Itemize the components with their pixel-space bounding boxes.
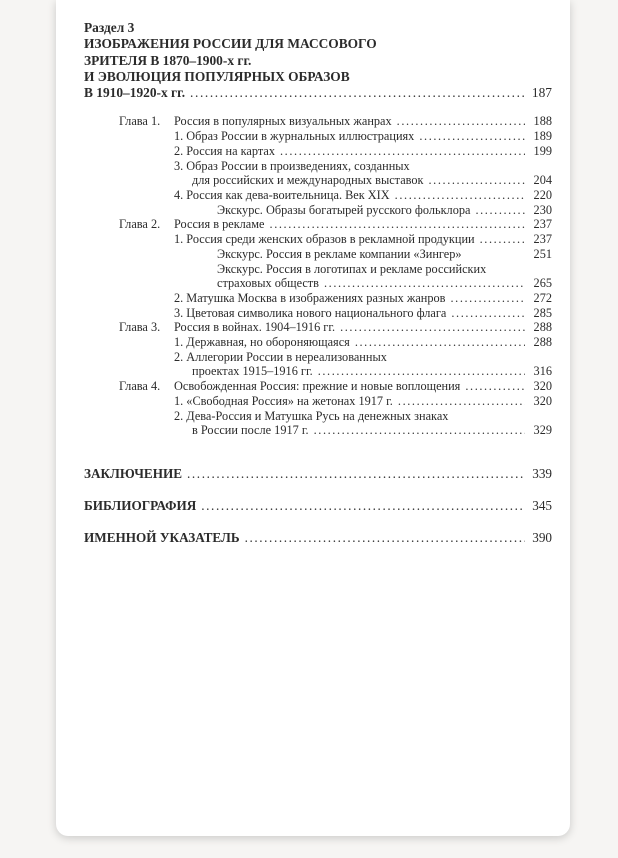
entry-text: 3. Образ России в произведениях, созданных: [174, 158, 410, 173]
entry-text: ЗАКЛЮЧЕНИЕ: [84, 465, 183, 481]
entry-text: Освобожденная Россия: прежние и новые воплощения: [174, 379, 461, 394]
page-number: 230: [533, 202, 552, 217]
page-number: 189: [533, 129, 552, 144]
leader-dots: [465, 379, 525, 394]
toc-line: [84, 350, 552, 365]
toc-entry: [84, 203, 552, 218]
entry-text: Россия в рекламе: [174, 217, 265, 232]
entry-text: 3. Цветовая символика нового национального флага: [174, 305, 447, 320]
book-page: [56, 0, 570, 836]
toc-entry: [84, 217, 552, 232]
leader-dots: [355, 335, 525, 350]
section-title-line: И ЭВОЛЮЦИЯ ПОПУЛЯРНЫХ ОБРАЗОВ: [84, 68, 350, 84]
page-number: 320: [533, 393, 552, 408]
toc-line: [84, 364, 552, 379]
entry-text: 1. Россия среди женских образов в рекламной продукции: [174, 232, 475, 247]
toc-line: [84, 409, 552, 424]
entry-text: 2. Россия на картах: [174, 143, 275, 158]
toc-line: [84, 232, 552, 247]
page-number: 339: [532, 465, 552, 481]
toc-entry: [84, 188, 552, 203]
page-number: 285: [533, 305, 552, 320]
leader-dots: [419, 129, 525, 144]
entry-text: Россия в популярных визуальных жанрах: [174, 114, 392, 129]
page-number: 188: [533, 114, 552, 129]
toc-entry: [84, 306, 552, 321]
leader-dots: [201, 497, 525, 514]
page-number: 187: [531, 85, 552, 101]
entry-text: 2. Аллегории России в нереализованных: [174, 349, 387, 364]
page-number: 265: [533, 276, 552, 291]
page-number: 288: [533, 320, 552, 335]
toc-entry: [84, 379, 552, 394]
page-number: 316: [533, 364, 552, 379]
toc-line: [84, 291, 552, 306]
leader-dots: [318, 364, 525, 379]
toc-line: [84, 159, 552, 174]
leader-dots: [245, 529, 525, 546]
chapter-label: Глава 3.: [119, 320, 161, 335]
toc-line: [84, 379, 552, 394]
entry-text: в России после 1917 г.: [192, 423, 309, 438]
section-header: [84, 20, 552, 101]
entry-text: 1. Державная, но обороняющаяся: [174, 335, 350, 350]
page-number: 345: [532, 497, 552, 513]
entry-text: Экскурс. Россия в рекламе компании «Зингер»: [217, 246, 462, 261]
leader-dots: [475, 203, 525, 218]
page-number: 237: [533, 217, 552, 232]
back-matter: [84, 465, 552, 546]
page-number: 220: [533, 188, 552, 202]
chapter-label: Глава 2.: [119, 217, 161, 232]
leader-dots: [397, 114, 525, 129]
section-title-page-row: [84, 85, 552, 101]
entry-text: ИМЕННОЙ УКАЗАТЕЛЬ: [84, 529, 240, 545]
toc-line: [84, 144, 552, 159]
toc-entry: [84, 335, 552, 350]
back-matter-entry: [84, 529, 552, 546]
entry-text: Россия в войнах. 1904–1916 гг.: [174, 320, 336, 335]
leader-dots: [398, 394, 525, 409]
toc-line: [84, 114, 552, 129]
leader-dots: [340, 320, 525, 335]
entry-text: 4. Россия как дева-воительница. Век XIX: [174, 188, 390, 202]
leader-dots: [395, 188, 525, 203]
section-title-line: ИЗОБРАЖЕНИЯ РОССИИ ДЛЯ МАССОВОГО: [84, 36, 377, 52]
leader-dots: [480, 232, 525, 247]
entry-text: 2. Матушка Москва в изображениях разных жанров: [174, 290, 446, 305]
entry-text: для российских и международных выставок: [192, 173, 424, 188]
toc-entry: [84, 232, 552, 247]
toc-line: [84, 129, 552, 144]
leader-dots: [451, 306, 525, 321]
toc-line: [84, 247, 552, 262]
toc-entry: [84, 159, 552, 188]
page-number: 329: [533, 423, 552, 438]
toc-line: [84, 306, 552, 321]
back-matter-entry: [84, 497, 552, 514]
toc-entry: [84, 291, 552, 306]
page-number: 204: [533, 173, 552, 188]
back-matter-entry: [84, 465, 552, 482]
chapter-label: Глава 1.: [119, 114, 161, 129]
leader-dots: [187, 465, 525, 482]
section-title-line: В 1910–1920-х гг.: [84, 85, 186, 101]
entry-text: БИБЛИОГРАФИЯ: [84, 497, 197, 513]
page-number: 199: [533, 143, 552, 158]
toc-entry: [84, 409, 552, 438]
entry-text: страховых обществ: [217, 276, 319, 291]
page-number: 320: [533, 379, 552, 394]
toc-line: [84, 335, 552, 350]
toc-list: [84, 114, 552, 437]
toc-line: [84, 203, 552, 218]
toc-line: [84, 262, 552, 277]
toc-entry: [84, 262, 552, 291]
toc-entry: [84, 394, 552, 409]
entry-text: Экскурс. Россия в логотипах и рекламе российских: [217, 261, 487, 276]
toc-line: [84, 217, 552, 232]
toc-line: [84, 423, 552, 438]
leader-dots: [314, 423, 525, 438]
toc-entry: [84, 350, 552, 379]
entry-text: Экскурс. Образы богатырей русского фольклора: [217, 202, 471, 217]
page-number: 237: [533, 232, 552, 247]
toc-line: [84, 276, 552, 291]
toc-entry: [84, 114, 552, 129]
toc-line: [84, 394, 552, 409]
leader-dots: [450, 291, 525, 306]
toc-line: [84, 173, 552, 188]
leader-dots: [280, 144, 525, 159]
toc-entry: [84, 247, 552, 262]
leader-dots: [190, 85, 525, 101]
toc-entry: [84, 320, 552, 335]
entry-text: 2. Дева-Россия и Матушка Русь на денежных знаках: [174, 408, 449, 423]
chapter-label: Глава 4.: [119, 379, 161, 394]
entry-text: 1. «Свободная Россия» на жетонах 1917 г.: [174, 393, 393, 408]
page-number: 272: [533, 290, 552, 305]
leader-dots: [429, 173, 526, 188]
section-label: Раздел 3: [84, 20, 135, 35]
toc-line: [84, 188, 552, 203]
entry-text: проектах 1915–1916 гг.: [192, 364, 313, 379]
toc-entry: [84, 144, 552, 159]
toc-line: [84, 320, 552, 335]
page-number: 288: [533, 335, 552, 350]
page-number: 390: [532, 529, 552, 545]
page-number: 251: [533, 246, 552, 261]
leader-dots: [270, 217, 525, 232]
section-title-line: ЗРИТЕЛЯ В 1870–1900-х гг.: [84, 52, 252, 68]
entry-text: 1. Образ России в журнальных иллюстрациях: [174, 129, 415, 144]
leader-dots: [324, 276, 525, 291]
toc-entry: [84, 129, 552, 144]
